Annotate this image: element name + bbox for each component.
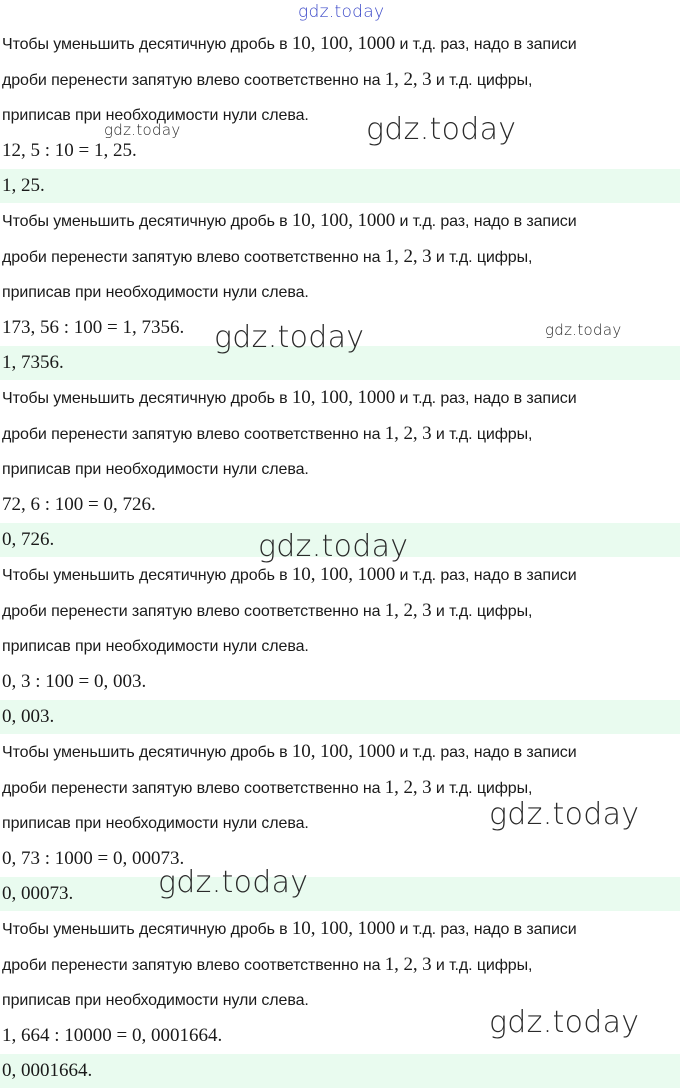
answer-row	[0, 1054, 680, 1088]
rule-line-2: дроби перенести запятую влево соответственно на 1, 2, 3 и т.д. цифры,	[2, 777, 533, 798]
watermark-top: gdz.today	[298, 2, 385, 22]
answer-row	[0, 877, 680, 911]
answer-value: 1, 7356.	[2, 352, 64, 373]
watermark: gdz.today	[104, 121, 181, 139]
answer-value: 0, 726.	[2, 529, 55, 550]
rule-line-1: Чтобы уменьшить десятичную дробь в 10, 100, 1000 и т.д. раз, надо в записи	[2, 33, 577, 54]
watermark: gdz.today	[366, 112, 517, 147]
rule-line-2: дроби перенести запятую влево соответственно на 1, 2, 3 и т.д. цифры,	[2, 423, 533, 444]
rule-line-2: дроби перенести запятую влево соответственно на 1, 2, 3 и т.д. цифры,	[2, 600, 533, 621]
equation: 72, 6 : 100 = 0, 726.	[2, 494, 156, 515]
watermark: gdz.today	[489, 1005, 640, 1040]
equation: 173, 56 : 100 = 1, 7356.	[2, 317, 185, 338]
watermark: gdz.today	[489, 797, 640, 832]
rule-line-1: Чтобы уменьшить десятичную дробь в 10, 100, 1000 и т.д. раз, надо в записи	[2, 741, 577, 762]
answer-row	[0, 169, 680, 203]
watermark: gdz.today	[214, 320, 365, 355]
watermark: gdz.today	[158, 865, 309, 900]
answer-value: 0, 00073.	[2, 883, 74, 904]
rule-line-3: приписав при необходимости нули слева.	[2, 284, 309, 301]
rule-line-3: приписав при необходимости нули слева.	[2, 638, 309, 655]
watermark: gdz.today	[258, 529, 409, 564]
rule-line-3: приписав при необходимости нули слева.	[2, 107, 309, 124]
rule-line-3: приписав при необходимости нули слева.	[2, 815, 309, 832]
rule-line-2: дроби перенести запятую влево соответственно на 1, 2, 3 и т.д. цифры,	[2, 69, 533, 90]
rule-line-1: Чтобы уменьшить десятичную дробь в 10, 100, 1000 и т.д. раз, надо в записи	[2, 210, 577, 231]
rule-line-2: дроби перенести запятую влево соответственно на 1, 2, 3 и т.д. цифры,	[2, 954, 533, 975]
rule-line-1: Чтобы уменьшить десятичную дробь в 10, 100, 1000 и т.д. раз, надо в записи	[2, 387, 577, 408]
rule-line-1: Чтобы уменьшить десятичную дробь в 10, 100, 1000 и т.д. раз, надо в записи	[2, 918, 577, 939]
answer-value: 0, 0001664.	[2, 1060, 93, 1081]
rule-line-2: дроби перенести запятую влево соответственно на 1, 2, 3 и т.д. цифры,	[2, 246, 533, 267]
equation: 12, 5 : 10 = 1, 25.	[2, 140, 137, 161]
answer-row	[0, 700, 680, 734]
watermark: gdz.today	[545, 321, 622, 339]
rule-line-1: Чтобы уменьшить десятичную дробь в 10, 100, 1000 и т.д. раз, надо в записи	[2, 564, 577, 585]
answer-value: 0, 003.	[2, 706, 55, 727]
equation: 0, 3 : 100 = 0, 003.	[2, 671, 147, 692]
equation: 1, 664 : 10000 = 0, 0001664.	[2, 1025, 223, 1046]
rule-line-3: приписав при необходимости нули слева.	[2, 461, 309, 478]
rule-line-3: приписав при необходимости нули слева.	[2, 992, 309, 1009]
answer-value: 1, 25.	[2, 175, 45, 196]
equation: 0, 73 : 1000 = 0, 00073.	[2, 848, 185, 869]
